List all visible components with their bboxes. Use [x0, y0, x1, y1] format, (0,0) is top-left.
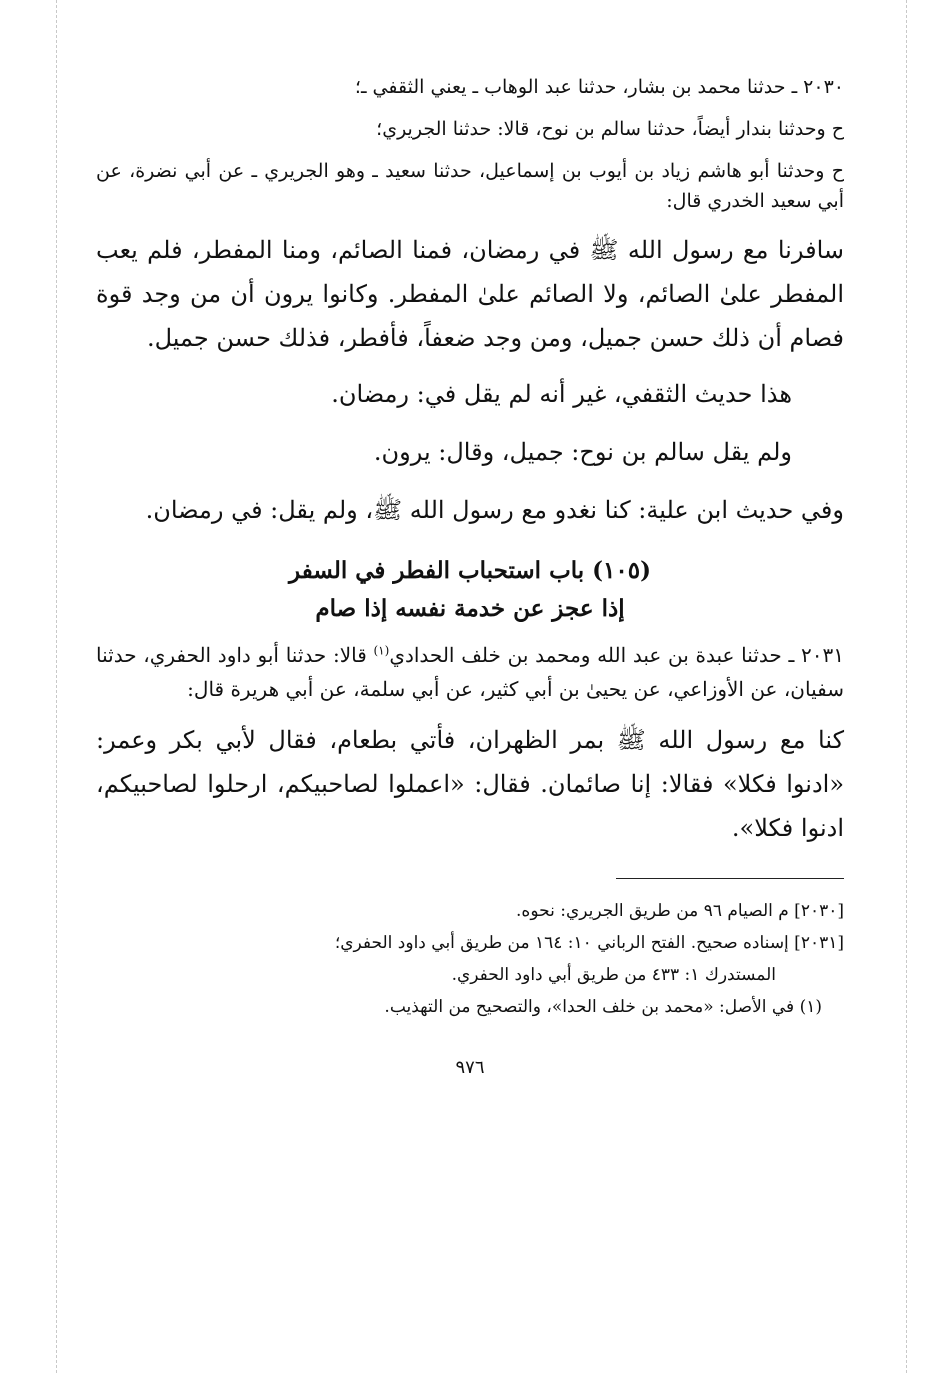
footnote-separator	[616, 878, 844, 879]
hadith-2030-isnad-line3: ح وحدثنا أبو هاشم زياد بن أيوب بن إسماعيل، حدثنا سعيد ـ وهو الجريري ـ عن أبي نضرة، عن أبي سعيد الخدري قال:	[96, 160, 844, 212]
chapter-heading	[96, 552, 844, 628]
hadith-2031-isnad-part2: قالا: حدثنا أبو داود الحفري، حدثنا سفيان، عن الأوزاعي، عن يحيىٰ بن أبي كثير، عن أبي سلمة، عن أبي هريرة قال:	[96, 643, 844, 701]
footnote-marker-1: (١)	[373, 643, 390, 658]
chapter-title-line2: إذا عجز عن خدمة نفسه إذا صام	[315, 595, 625, 622]
hadith-2030-note1: هذا حديث الثقفي، غير أنه لم يقل في: رمضان.	[331, 380, 792, 408]
hadith-2030-isnad-line1: ٢٠٣٠ ـ حدثنا محمد بن بشار، حدثنا عبد الوهاب ـ يعني الثقفي ـ؛	[354, 76, 844, 98]
footnote-1: (١) في الأصل: «محمد بن خلف الحدا»، والتصحيح من التهذيب.	[384, 997, 822, 1017]
hadith-2031-matn: كنا مع رسول الله ﷺ بمر الظهران، فأتي بطعام، فقال لأبي بكر وعمر: «ادنوا فكلا» فقالا: إنا صائمان. فقال: «اعملوا لصاحبيكم، ارحلوا لصاحبيكم، ادنوا فكلا».	[96, 726, 845, 842]
hadith-2030-note2: ولم يقل سالم بن نوح: جميل، وقال: يرون.	[373, 438, 792, 466]
scan-margin-left	[56, 0, 57, 1373]
hadith-2030-isnad-line2: ح وحدثنا بندار أيضاً، حدثنا سالم بن نوح، قالا: حدثنا الجريري؛	[376, 118, 844, 140]
document-page	[96, 72, 844, 1078]
hadith-2030-matn: سافرنا مع رسول الله ﷺ في رمضان، فمنا الصائم، ومنا المفطر، فلم يعب المفطر علىٰ الصائم، ولا الصائم علىٰ المفطر. وكانوا يرون أن من وجد قوة فصام أن ذلك حسن جميل، ومن وجد ضعفاً، فأفطر، فذلك حسن جميل.	[96, 236, 844, 352]
footnote-2031-line1: [٢٠٣١] إسناده صحيح. الفتح الرباني ١٠: ١٦٤ من طريق أبي داود الحفري؛	[334, 933, 844, 953]
chapter-title-line1: (١٠٥) باب استحباب الفطر في السفر	[289, 557, 651, 584]
hadith-2031-isnad	[96, 638, 844, 706]
page-number: ٩٧٦	[455, 1057, 485, 1078]
scan-margin-right	[906, 0, 907, 1373]
footnote-2030: [٢٠٣٠] م الصيام ٩٦ من طريق الجريري: نحوه.	[516, 901, 844, 921]
hadith-2030-note3: وفي حديث ابن علية: كنا نغدو مع رسول الله ﷺ، ولم يقل: في رمضان.	[145, 496, 844, 524]
footnote-2031-line2: المستدرك ١: ٤٣٣ من طريق أبي داود الحفري.	[451, 965, 776, 985]
hadith-2031-isnad-part1: ٢٠٣١ ـ حدثنا عبدة بن عبد الله ومحمد بن خلف الحدادي	[389, 643, 844, 667]
